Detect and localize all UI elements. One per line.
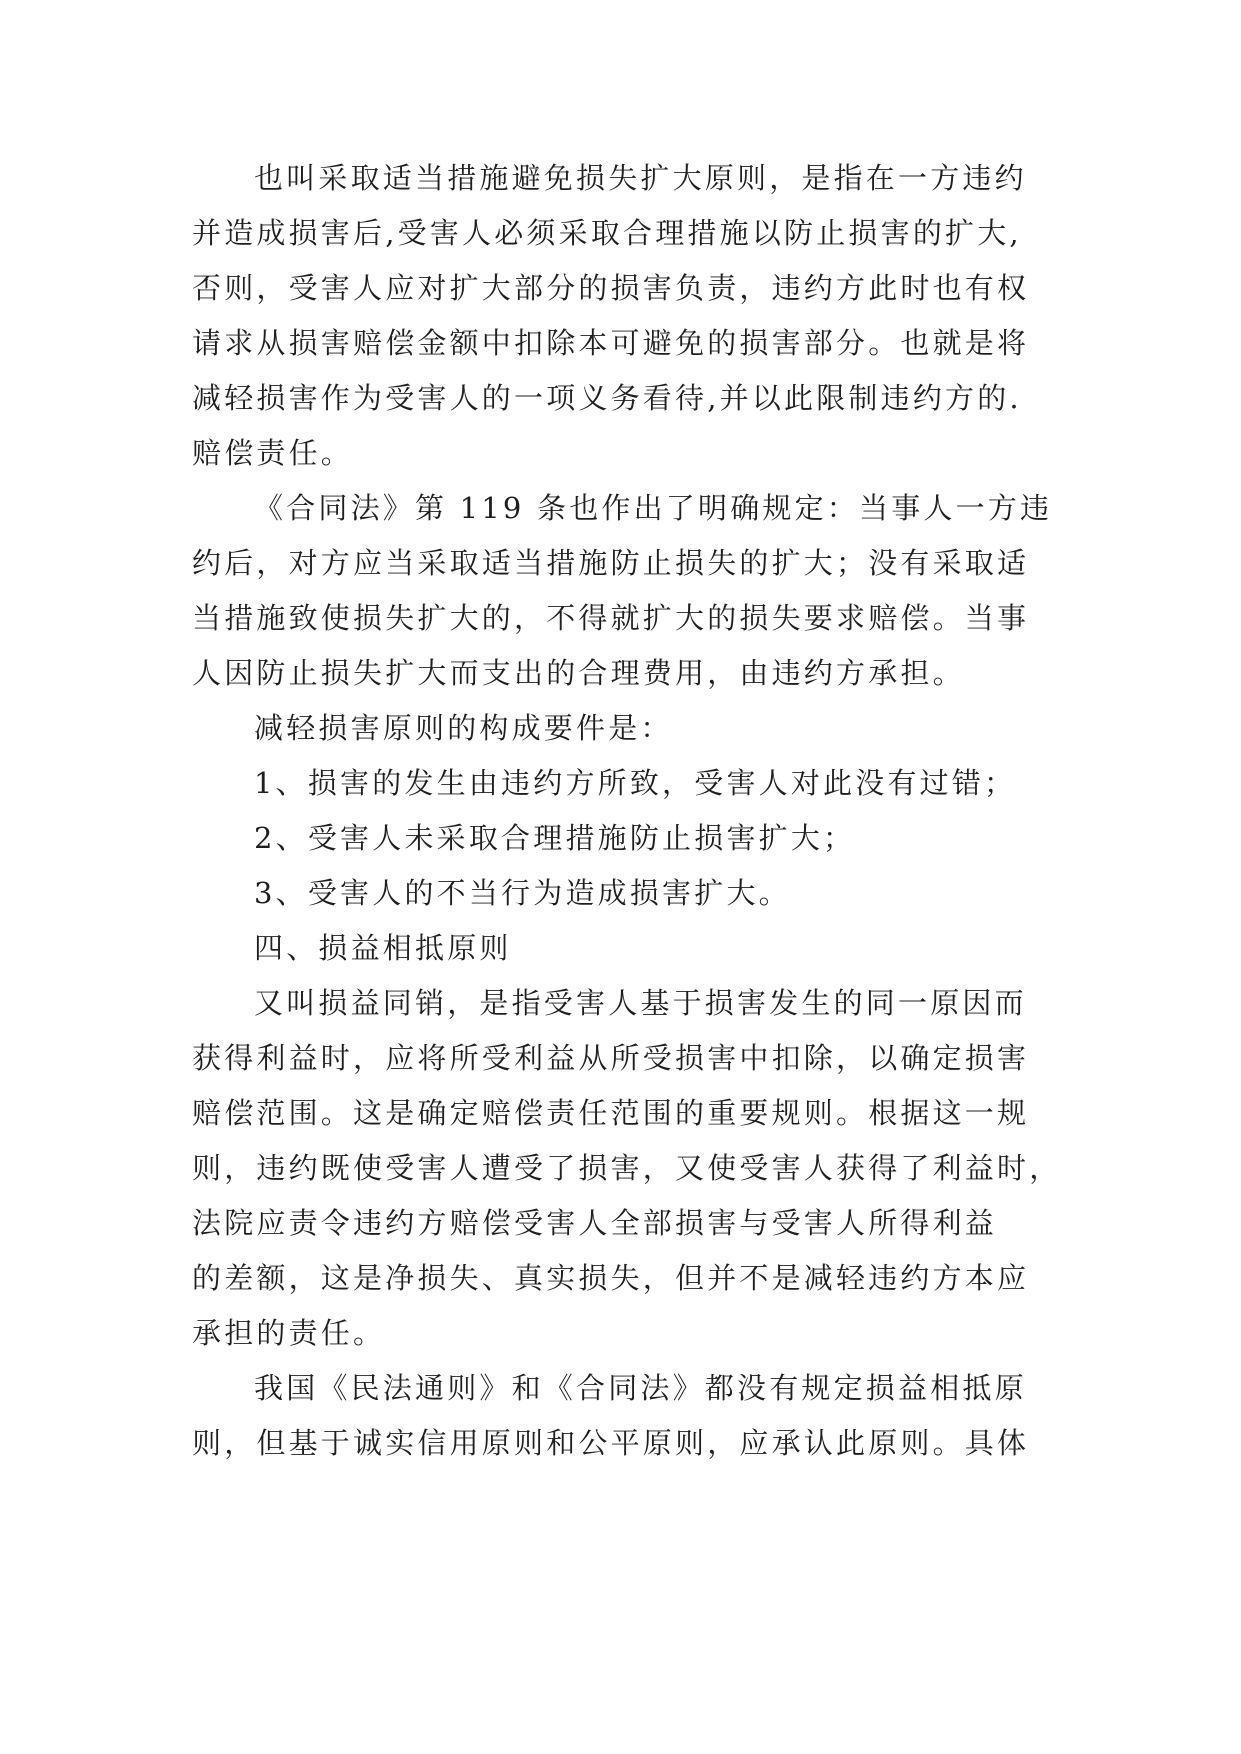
list-item: 3、受害人的不当行为造成损害扩大。: [254, 876, 791, 910]
text-line: 当措施致使损失扩大的，不得就扩大的损失要求赔偿。当事: [192, 601, 1030, 635]
text-line: 并造成损害后,受害人必须采取合理措施以防止损害的扩大,: [192, 216, 1022, 250]
text-line: 减轻损害原则的构成要件是：: [254, 711, 673, 745]
text-line: 请求从损害赔偿金额中扣除本可避免的损害部分。也就是将: [192, 326, 1030, 360]
text-line: 又叫损益同销，是指受害人基于损害发生的同一原因而: [254, 986, 1027, 1020]
text-line: 否则，受害人应对扩大部分的损害负责，违约方此时也有权: [192, 271, 1030, 305]
text-line: 承担的责任。: [192, 1316, 386, 1350]
text-line: 减轻损害作为受害人的一项义务看待,并以此限制违约方的.: [192, 381, 1022, 415]
text-line: 《合同法》第 119 条也作出了明确规定：当事人一方违: [254, 491, 1053, 525]
list-item: 1、损害的发生由违约方所致，受害人对此没有过错；: [254, 766, 1017, 800]
section-heading: 四、损益相抵原则: [254, 931, 512, 965]
text-line: 法院应责令违约方赔偿受害人全部损害与受害人所得利益: [192, 1206, 998, 1240]
text-line: 则，违约既使受害人遭受了损害，又使受害人获得了利益时，: [192, 1151, 1062, 1185]
text-line: 赔偿范围。这是确定赔偿责任范围的重要规则。根据这一规: [192, 1096, 1030, 1130]
text-line: 的差额，这是净损失、真实损失，但并不是减轻违约方本应: [192, 1261, 1030, 1295]
text-line: 则，但基于诚实信用原则和公平原则，应承认此原则。具体: [192, 1426, 1030, 1460]
text-line: 人因防止损失扩大而支出的合理费用，由违约方承担。: [192, 656, 965, 690]
text-line: 获得利益时，应将所受利益从所受损害中扣除，以确定损害: [192, 1041, 1030, 1075]
text-line: 赔偿责任。: [192, 436, 354, 470]
list-item: 2、受害人未采取合理措施防止损害扩大；: [254, 821, 856, 855]
text-line: 我国《民法通则》和《合同法》都没有规定损益相抵原: [254, 1371, 1027, 1405]
text-line: 也叫采取适当措施避免损失扩大原则，是指在一方违约: [254, 161, 1027, 195]
text-line: 约后，对方应当采取适当措施防止损失的扩大；没有采取适: [192, 546, 1030, 580]
